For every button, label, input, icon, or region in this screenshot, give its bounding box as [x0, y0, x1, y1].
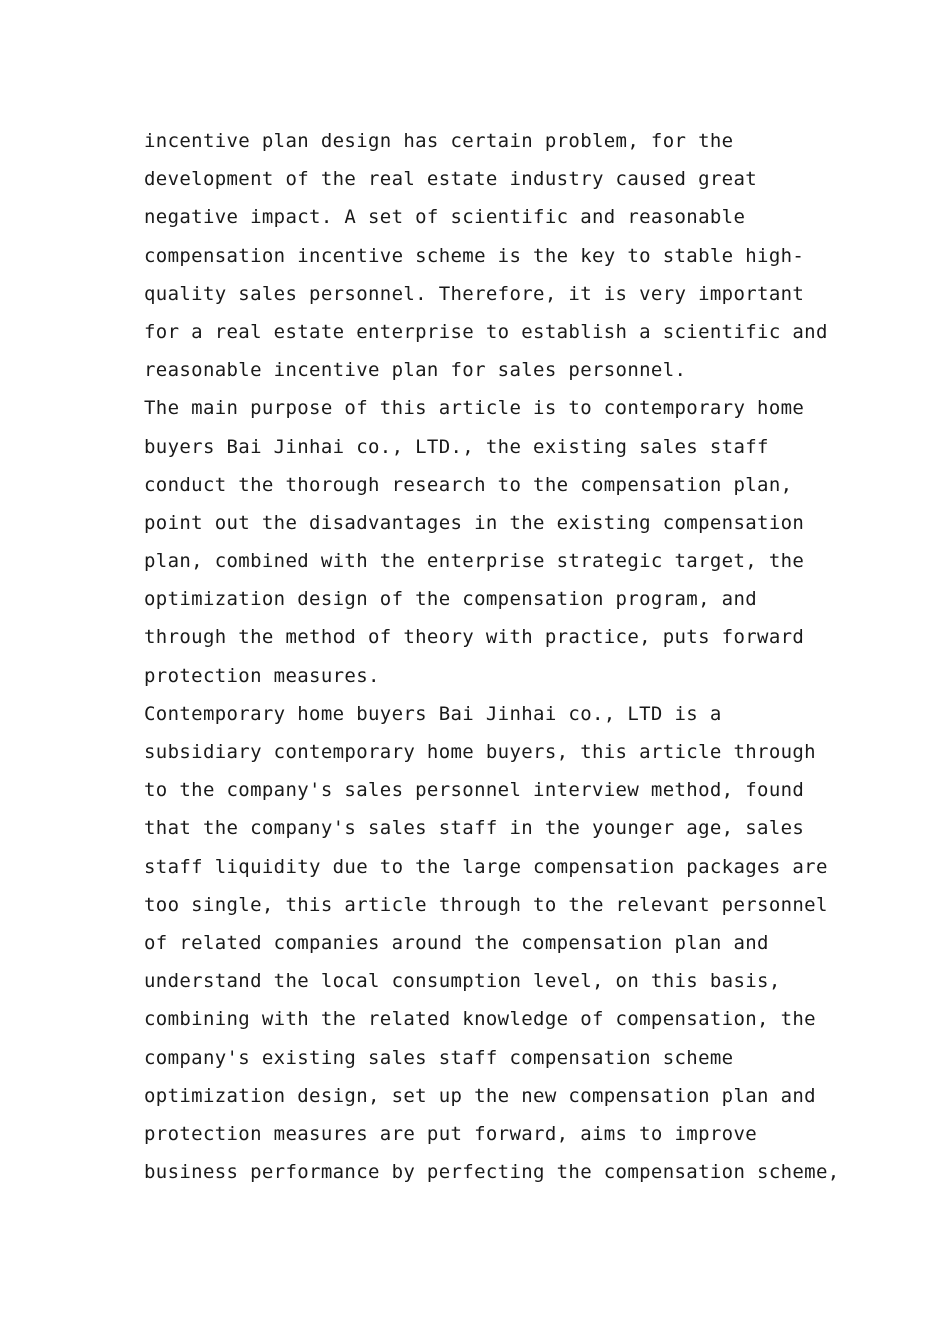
text-line: protection measures.: [144, 664, 380, 687]
text-line: too single, this article through to the relevant personnel: [144, 893, 828, 916]
body-text: [144, 122, 840, 1191]
text-line: compensation incentive scheme is the key to stable high-: [144, 244, 805, 267]
text-line: to the company's sales personnel interview method, found: [144, 779, 805, 802]
paragraph-2: [144, 389, 824, 695]
text-line: for a real estate enterprise to establish a scientific and: [144, 320, 828, 343]
text-line: optimization design of the compensation program, and: [144, 588, 758, 611]
text-line: Contemporary home buyers Bai Jinhai co., LTD is a: [144, 702, 722, 725]
text-line: buyers Bai Jinhai co., LTD., the existing sales staff: [144, 435, 769, 458]
text-line: development of the real estate industry caused great: [144, 168, 758, 191]
text-line: of related companies around the compensation plan and: [144, 931, 769, 954]
text-line: understand the local consumption level, on this basis,: [144, 970, 781, 993]
text-line: that the company's sales staff in the younger age, sales: [144, 817, 805, 840]
text-line: The main purpose of this article is to contemporary home: [144, 397, 805, 420]
text-line: conduct the thorough research to the compensation plan,: [144, 473, 793, 496]
text-line: company's existing sales staff compensation scheme: [144, 1046, 734, 1069]
paragraph-1: [144, 122, 828, 389]
text-line: optimization design, set up the new compensation plan and: [144, 1084, 816, 1107]
text-line: staff liquidity due to the large compensation packages are: [144, 855, 828, 878]
text-line: quality sales personnel. Therefore, it is very important: [144, 282, 805, 305]
text-line: negative impact. A set of scientific and reasonable: [144, 206, 746, 229]
text-line: point out the disadvantages in the existing compensation: [144, 511, 805, 534]
text-line: business performance by perfecting the compensation scheme,: [144, 1161, 840, 1184]
text-line: plan, combined with the enterprise strategic target, the: [144, 550, 805, 573]
text-line: protection measures are put forward, aims to improve: [144, 1122, 758, 1145]
text-line: through the method of theory with practice, puts forward: [144, 626, 805, 649]
text-line: subsidiary contemporary home buyers, this article through: [144, 741, 816, 763]
text-line: combining with the related knowledge of compensation, the: [144, 1008, 816, 1031]
paragraph-3: [144, 695, 840, 1191]
text-line: incentive plan design has certain problem, for the: [144, 130, 734, 152]
text-line: reasonable incentive plan for sales personnel.: [144, 359, 687, 382]
